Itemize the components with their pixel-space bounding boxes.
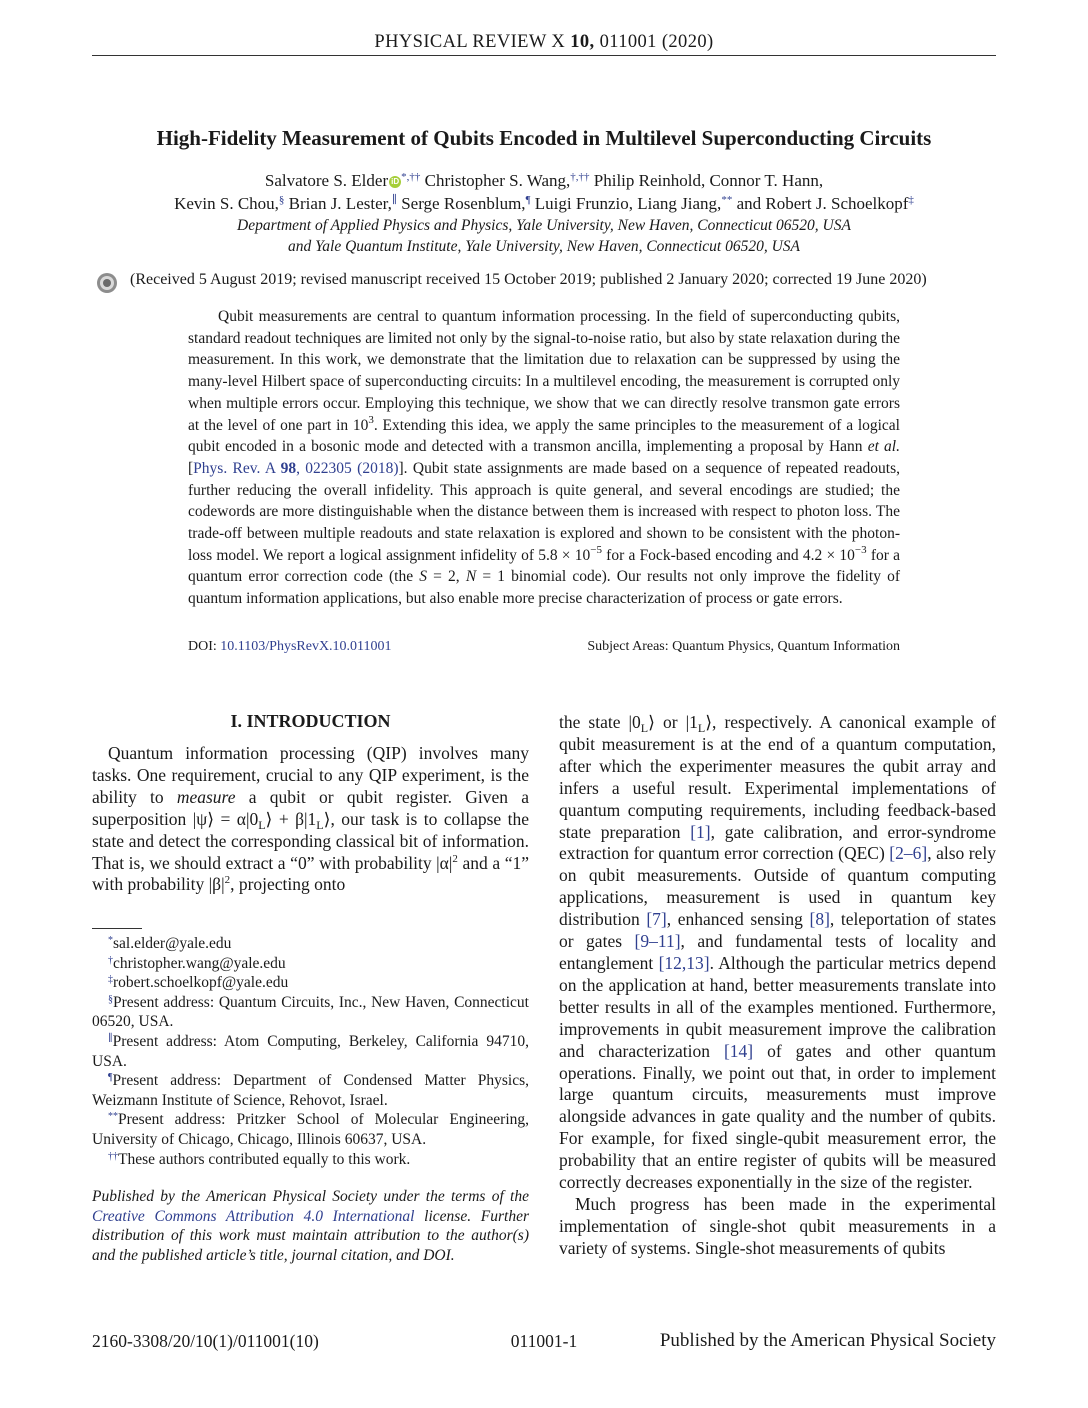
subscript: L	[258, 817, 266, 832]
author-marks[interactable]: ¶	[525, 194, 531, 206]
body-text: , and fundamental tests of locality and entanglement	[559, 931, 996, 973]
citation-link[interactable]: [14]	[723, 1040, 754, 1061]
citation-link[interactable]: [2–6]	[889, 843, 928, 864]
article-number: 011001 (2020)	[599, 32, 714, 52]
doi-label: DOI:	[188, 639, 221, 654]
body-text: ⟩ + β|1	[265, 808, 317, 829]
crossmark-icon[interactable]	[96, 272, 118, 294]
doi-line	[188, 639, 392, 655]
paper-title: High-Fidelity Measurement of Qubits Encoded in Multilevel Superconducting Circuits	[156, 126, 932, 150]
footnote-mark: †	[108, 954, 113, 966]
body-text: of gates and other quantum operations. Finally, we point out that, in order to implement large quantum circuits, measurements must improve alongside advances in gate quality and the number of qubits. For example, for fixed single-qubit measurement error, the probability that an entire register of qubits will be measured correctly decreases exponentially in the size of the register.	[559, 1040, 996, 1193]
intro-right-column	[559, 712, 996, 1260]
footnote	[92, 1110, 529, 1149]
affiliation-line: and Yale Quantum Institute, Yale University, New Haven, Connecticut 06520, USA	[287, 238, 801, 255]
license-text: Published by the American Physical Society under the terms of the	[92, 1188, 529, 1205]
footnote-mark: *	[108, 935, 113, 946]
footnote-mark: ¶	[108, 1072, 113, 1084]
footnote-text: These authors contributed equally to this work.	[118, 1150, 411, 1168]
abstract-text: for a quantum error correction code (the	[188, 546, 901, 586]
footnotes	[92, 934, 529, 1169]
body-text: , enhanced sensing	[666, 909, 810, 930]
footnote-mark: **	[108, 1111, 118, 1123]
abstract-text: . Extending this idea, we apply the same principles to the measurement of a logical qubit encoded in a bosonic mode and detected with a transmon ancilla, implementing a proposal by Hann	[188, 416, 900, 456]
emphasis: measure	[176, 786, 236, 807]
subject-areas	[561, 639, 900, 655]
license-notice	[92, 1187, 529, 1265]
footnote-mark: ‡	[108, 974, 113, 986]
math-var: N	[465, 568, 477, 586]
abstract	[188, 306, 900, 610]
footnote-text[interactable]: christopher.wang@yale.edu	[113, 954, 286, 972]
footer-publisher: Published by the American Physical Society	[659, 1330, 996, 1351]
footnote	[92, 1032, 529, 1071]
author-marks[interactable]: *,††	[401, 171, 421, 183]
running-head	[92, 32, 996, 53]
citation-link[interactable]: [9–11]	[634, 931, 681, 952]
ref-journal: Phys. Rev. A	[193, 459, 281, 477]
citation-link[interactable]: [8]	[809, 909, 830, 930]
author-chou: Kevin S. Chou,	[174, 194, 279, 213]
math-var: S	[419, 568, 428, 586]
affiliation-line: Department of Applied Physics and Physics, Yale University, New Haven, Connecticut 06520, USA	[237, 217, 851, 234]
footer-page-number: 011001-1	[510, 1331, 578, 1351]
doi-link[interactable]: 10.1103/PhysRevX.10.011001	[220, 639, 392, 654]
subscript: L	[316, 817, 324, 832]
footnote-mark: ††	[108, 1150, 118, 1162]
paragraph	[559, 712, 996, 1194]
license-link[interactable]: Creative Commons Attribution 4.0 International	[92, 1207, 415, 1225]
body-text: , projecting onto	[230, 874, 346, 895]
citation-link[interactable]: [7]	[646, 909, 667, 930]
author-frunzio-jiang: Luigi Frunzio, Liang Jiang,	[534, 194, 722, 213]
author-lester: Brian J. Lester,	[288, 194, 392, 213]
orcid-icon[interactable]: iD	[391, 177, 400, 186]
reference-link[interactable]	[193, 460, 398, 477]
paragraph: Much progress has been made in the experimental implementation of single-shot qubit measurements in a variety of systems. Single-shot measurements of qubits	[559, 1193, 996, 1258]
author-list	[92, 169, 996, 215]
exponent: −3	[854, 543, 867, 556]
received-dates: (Received 5 August 2019; revised manuscript received 15 October 2019; published 2 January 2020; corrected 19 June 2020)	[130, 271, 927, 288]
body-text: a qubit or qubit register. Given a superposition |ψ⟩ = α|0	[92, 786, 529, 829]
author-marks[interactable]: †,††	[570, 171, 590, 183]
abstract-text: [	[188, 459, 194, 477]
footnote-text[interactable]: robert.schoelkopf@yale.edu	[113, 974, 289, 992]
ref-pages: , 022305 (2018)	[296, 459, 399, 477]
footnote	[92, 954, 529, 974]
exponent: 2	[224, 874, 231, 887]
footnote-text: Present address: Pritzker School of Molecular Engineering, University of Chicago, Chicago, Illinois 60637, USA.	[92, 1111, 529, 1148]
footnote	[92, 934, 529, 954]
author-marks[interactable]: §	[278, 194, 285, 206]
body-text: , also rely on qubit measurements. Outside of quantum computing applications, measurement is used in quantum key distribution	[559, 843, 997, 930]
ref-volume: 98	[280, 459, 297, 477]
abstract-text: = 1 binomial code). Our results not only improve the fidelity of quantum information applications, but also enable more precise characterization of process or gate errors.	[188, 568, 900, 608]
author-rosenblum: Serge Rosenblum,	[401, 194, 526, 213]
exponent: 3	[368, 413, 374, 426]
body-text: and a “1” with probability |β|	[92, 852, 529, 895]
footnote-text[interactable]: sal.elder@yale.edu	[113, 935, 232, 952]
volume: 10,	[570, 32, 595, 52]
footnote-mark: §	[108, 993, 113, 1005]
author-schoelkopf: and Robert J. Schoelkopf	[736, 194, 909, 213]
body-text: the state |0	[559, 712, 641, 732]
subscript: L	[640, 721, 649, 735]
body-text: ⟩, respectively. A canonical example of qubit measurement is at the end of a quantum computation, after which the experimenter measures the qubit array and infers a useful result. Experimental implementations of quantum computing requirements, including feedback-based state preparation	[559, 712, 996, 842]
intro-left-column	[92, 743, 529, 896]
author-marks[interactable]: ‡	[908, 194, 914, 206]
abstract-text: ]	[398, 459, 404, 477]
author-wang: Christopher S. Wang,	[424, 171, 571, 190]
footnote	[92, 1150, 529, 1170]
body-text: , teleportation of states or gates	[559, 909, 996, 952]
author-marks[interactable]: ∥	[391, 194, 397, 206]
body-text: . Although the particular metrics depend on the application at hand, better measurements translate into better results in all of the examples mentioned. Furthermore, improvements in qubit measurement improve the calibration and characterization	[559, 952, 996, 1061]
body-text: Quantum information processing (QIP) involves many tasks. One requirement, crucial to any QIP experiment, is the ability to	[92, 743, 529, 807]
exponent: −5	[590, 543, 602, 556]
et-al: et al.	[867, 438, 900, 456]
footnote-text: Present address: Quantum Circuits, Inc., New Haven, Connecticut 06520, USA.	[92, 993, 529, 1031]
footnote	[92, 1071, 529, 1110]
header-rule	[92, 55, 996, 56]
subject-label: Subject Areas:	[587, 639, 673, 654]
subject-value: Quantum Physics, Quantum Information	[672, 639, 900, 654]
body-text: ⟩, our task is to collapse the state and detect the corresponding classical bit of information. That is, we should extract a “0” with probability |α|	[92, 808, 529, 873]
footnote	[92, 973, 529, 993]
citation-link[interactable]: [1]	[690, 821, 711, 842]
subscript: L	[697, 721, 706, 735]
footnote-text: Present address: Atom Computing, Berkeley, California 94710, USA.	[92, 1032, 529, 1070]
body-text: ⟩ or |1	[648, 712, 698, 732]
author-marks[interactable]: **	[721, 194, 733, 206]
author-reinhold-hann: Philip Reinhold, Connor T. Hann,	[593, 171, 824, 190]
journal-name: PHYSICAL REVIEW X	[374, 32, 566, 52]
license-text: license. Further distribution of this work must maintain attribution to the author(s) and the published article’s title, journal citation, and DOI.	[92, 1207, 529, 1264]
body-text: , gate calibration, and error-syndrome extraction for quantum error correction (QEC)	[559, 821, 996, 864]
section-heading: I. INTRODUCTION	[230, 711, 391, 731]
exponent: 2	[452, 852, 458, 865]
affiliation	[92, 215, 996, 257]
abstract-text: = 2,	[427, 568, 466, 586]
footnote	[92, 993, 529, 1032]
abstract-text: . Qubit state assignments are made based on a sequence of repeated readouts, further reducing the overall infidelity. This approach is quite general, and several encodings are studied; the codewords are more distinguishable when the distance between them is increased with respect to photon loss. The trade-off between multiple readouts and state relaxation is explored and shown to be consistent with the photon-loss model. We report a logical assignment infidelity of 5.8 × 10	[188, 459, 900, 564]
footnote-rule	[92, 928, 142, 929]
abstract-text: Qubit measurements are central to quantum information processing. In the field of superconducting qubits, standard readout techniques are limited not only by the signal-to-noise ratio, but also by state relaxation during the measurement. In this work, we demonstrate that the limitation due to relaxation can be suppressed by using the many-level Hilbert space of superconducting circuits: In a multilevel encoding, the measurement is corrupted only when multiple errors occur. Employing this technique, we show that we can directly resolve transmon gate errors at the level of one part in 10	[188, 308, 900, 434]
abstract-text: for a Fock-based encoding and 4.2 × 10	[601, 546, 855, 564]
footnote-mark: ∥	[108, 1032, 113, 1044]
footer-issn: 2160-3308/20/10(1)/011001(10)	[92, 1331, 319, 1351]
citation-link[interactable]: [12,13]	[658, 952, 710, 973]
footnote-text: Present address: Department of Condensed Matter Physics, Weizmann Institute of Science, Rehovot, Israel.	[92, 1072, 529, 1109]
author-elder[interactable]: Salvatore S. Elder	[264, 171, 389, 190]
